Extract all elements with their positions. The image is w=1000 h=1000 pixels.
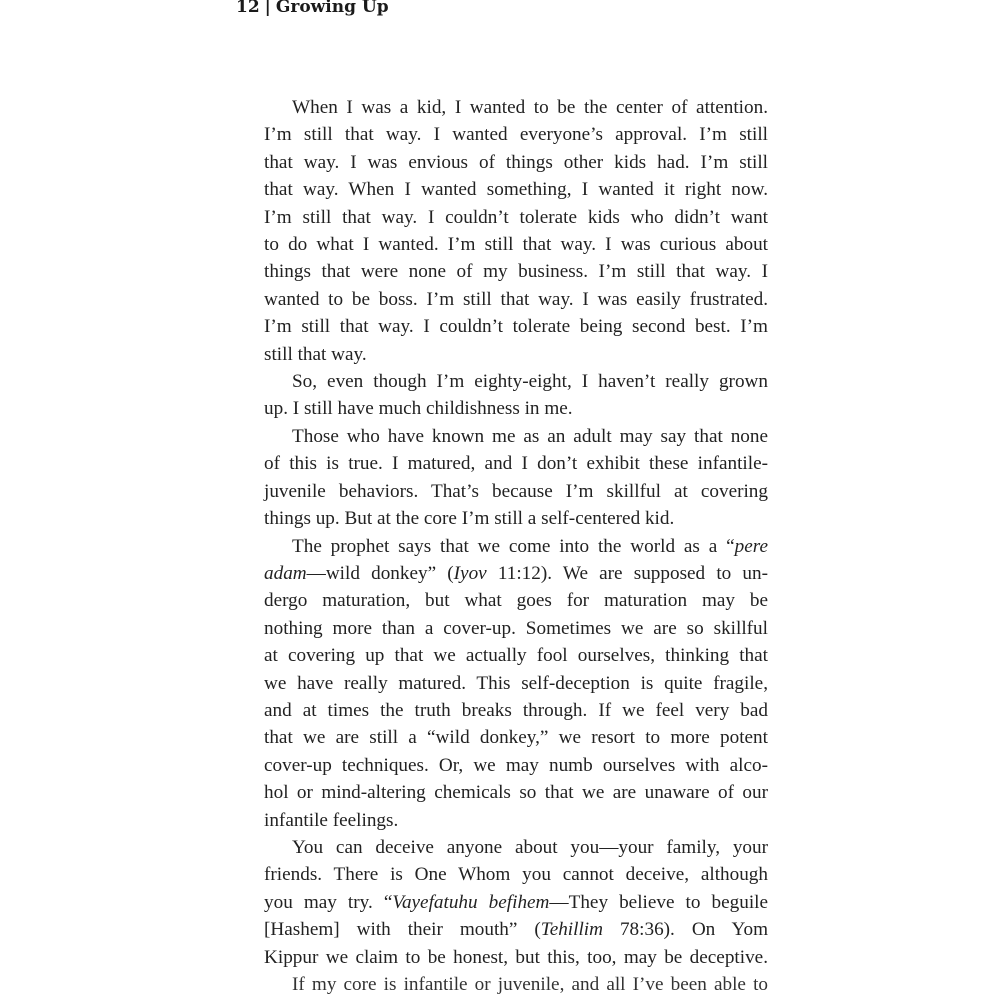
text-line [236,560,768,587]
paragraph [236,834,768,971]
text-line: I’m still that way. I wanted everyone’s approval. I’m still [264,124,768,146]
paragraph [236,971,768,998]
text-line: that way. When I wanted something, I wanted it right now. [264,179,768,201]
italic-text: adam [264,562,307,584]
page-number: 12 [236,0,260,17]
italic-text: Iyov [453,562,487,584]
text-line: of this is true. I matured, and I don’t exhibit these infantile- [264,453,768,475]
text-line: and at times the truth breaks through. If we feel very bad [264,699,768,721]
text-line: that we are still a “wild donkey,” we resort to more potent [264,727,768,749]
text-line [236,533,768,560]
text-line: You can deceive anyone about you—your family, your [292,836,768,858]
text-line: still that way. [264,343,367,365]
text-line: cover-up techniques. Or, we may numb ourselves with alco- [264,754,768,776]
text-line: juvenile behaviors. That’s because I’m skillful at covering [264,480,768,502]
text-line: things up. But at the core I’m still a self-centered kid. [264,508,675,530]
header-separator: | [264,0,271,17]
text-line [236,916,768,943]
text-run: 11:12). We are supposed to un- [486,562,768,584]
paragraph [236,423,768,533]
text-line [236,889,768,916]
text-run: —They believe to beguile [549,891,768,913]
text-line: up. I still have much childishness in me. [264,398,573,420]
text-line: When I was a kid, I wanted to be the center of attention. [292,97,768,118]
text-line: So, even though I’m eighty-eight, I haven’t really grown [292,371,768,393]
text-line: things that were none of my business. I’m still that way. I [264,261,768,283]
text-line: I’m still that way. I couldn’t tolerate being second best. I’m [264,316,768,338]
body-text [236,94,768,998]
running-head [236,0,389,17]
text-line: Those who have known me as an adult may say that none [292,425,768,447]
text-run: you may try. “ [264,891,393,913]
italic-text: Vayefatuhu befihem [392,891,550,913]
paragraph [236,368,768,423]
text-line: dergo maturation, but what goes for maturation may be [264,590,768,612]
italic-text: pere [734,535,768,557]
text-run: 78:36). On Yom [602,919,768,941]
text-line: I’m still that way. I couldn’t tolerate kids who didn’t want [264,206,768,228]
text-run: —wild donkey” ( [306,562,454,584]
chapter-title: Growing Up [275,0,389,17]
text-line: If my core is infantile or juvenile, and all I’ve been able to [292,974,768,995]
text-line: to do what I wanted. I’m still that way. I was curious about [264,234,768,256]
text-line: wanted to be boss. I’m still that way. I was easily frustrated. [264,288,768,310]
text-line: we have really matured. This self-deception is quite fragile, [264,672,768,694]
text-line: infantile feelings. [264,809,399,831]
text-line: nothing more than a cover-up. Sometimes we are so skillful [264,617,768,639]
paragraph [236,533,768,834]
text-line: at covering up that we actually fool ourselves, thinking that [264,645,768,667]
text-line: friends. There is One Whom you cannot deceive, although [264,864,768,886]
italic-text: Tehillim [540,919,603,941]
text-run: [Hashem] with their mouth” ( [264,919,541,941]
text-line: Kippur we claim to be honest, but this, too, may be deceptive. [264,946,768,968]
text-line: hol or mind-altering chemicals so that we are unaware of our [264,782,768,804]
text-run: The prophet says that we come into the world as a “ [292,535,735,557]
text-line: that way. I was envious of things other kids had. I’m still [264,151,768,173]
paragraph [236,94,768,368]
